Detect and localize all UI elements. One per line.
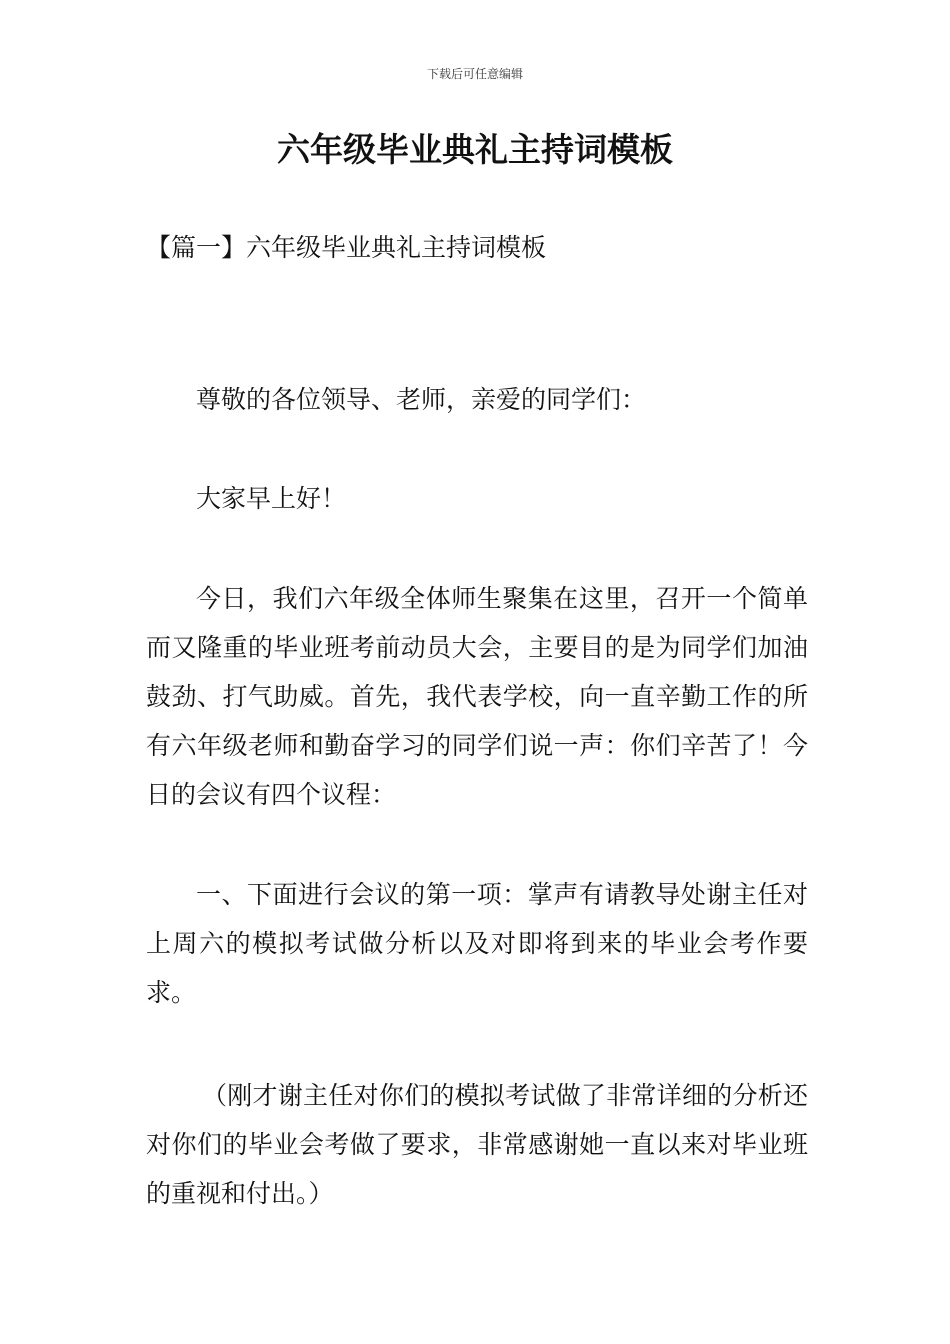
section-heading: 【篇一】六年级毕业典礼主持词模板	[146, 233, 547, 262]
paragraph-note: （刚才谢主任对你们的模拟考试做了非常详细的分析还对你们的毕业会考做了要求，非常感谢她一直以来对毕业班的重视和付出。）	[146, 1081, 808, 1208]
header-note: 下载后可任意编辑	[426, 67, 523, 81]
paragraph-agenda-item-1: 一、下面进行会议的第一项：掌声有请教导处谢主任对上周六的模拟考试做分析以及对即将到来的毕业会考作要求。	[146, 880, 808, 1007]
paragraph-good-morning: 大家早上好！	[196, 484, 347, 513]
paragraph-greeting: 尊敬的各位领导、老师，亲爱的同学们：	[196, 385, 647, 414]
paragraph-introduction: 今日，我们六年级全体师生聚集在这里，召开一个简单而又隆重的毕业班考前动员大会，主要目的是为同学们加油鼓劲、打气助威。首先，我代表学校，向一直辛勤工作的所有六年级老师和勤奋学习的同学们说一声：你们辛苦了！今日的会议有四个议程：	[146, 584, 808, 809]
page-title: 六年级毕业典礼主持词模板	[277, 130, 673, 169]
